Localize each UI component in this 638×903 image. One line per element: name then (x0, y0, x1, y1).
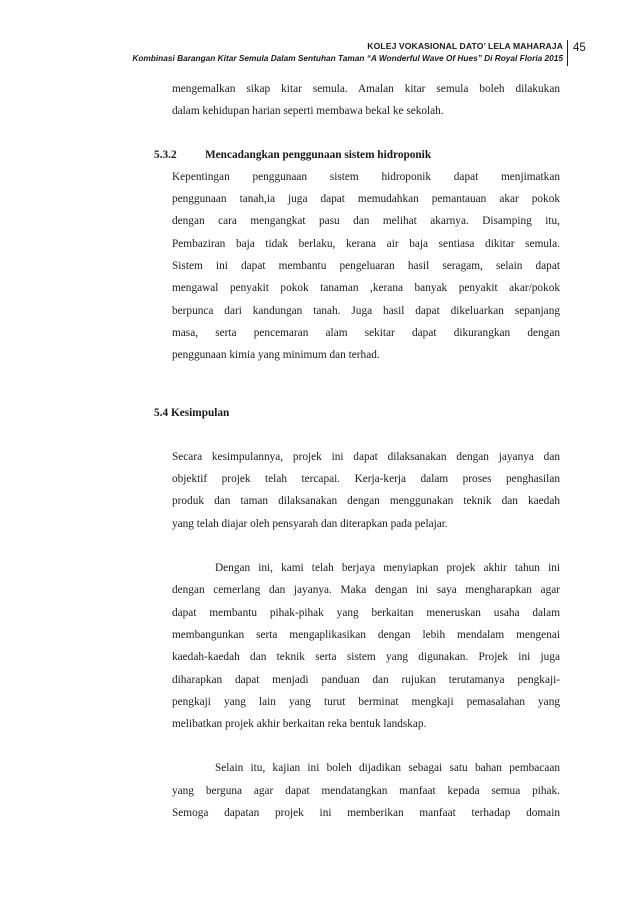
body-line: berpunca dari kandungan tanah. Juga hasil dapat dikeluarkan sepanjang (172, 304, 560, 317)
body-line: objektif projek telah tercapai. Kerja-kerja dalam proses penghasilan (172, 473, 560, 486)
section-number: 5.3.2 (154, 148, 177, 161)
body-line: penggunaan tanah,ia juga dapat memudahkan pemantauan akar pokok (172, 193, 560, 206)
body-line: melibatkan projek akhir berkaitan reka bentuk landskap. (172, 718, 427, 731)
body-line: mengawal penyakit pokok tanaman ,kerana banyak penyakit akar/pokok (172, 282, 560, 295)
body-line: Pembaziran baja tidak berlaku, kerana air baja sentiasa dikitar semula. (172, 237, 560, 250)
body-line: Sistem ini dapat membantu pengeluaran hasil seragam, selain dapat (172, 260, 560, 273)
body-line: Dengan ini, kami telah berjaya menyiapkan projek akhir tahun ini (215, 562, 560, 575)
paragraph-hidroponik (172, 166, 560, 367)
paragraph-kesimpulan-1 (172, 446, 560, 535)
body-line: membangunkan serta mengaplikasikan dengan lebih mendalam mengenai (172, 628, 560, 641)
body-line: mengemalkan sikap kitar semula. Amalan kitar semula boleh dilakukan (172, 83, 560, 95)
page-header (0, 40, 638, 70)
project-title: Kombinasi Barangan Kitar Semula Dalam Sentuhan Taman “A Wonderful Wave Of Hues” Di Royal Floria 2015 (132, 53, 563, 63)
body-line: yang berguna agar dapat mendatangkan manfaat kepada semua pihak. (172, 784, 560, 797)
institution-name: KOLEJ VOKASIONAL DATO’ LELA MAHARAJA (367, 41, 563, 51)
body-line: masa, serta pencemaran alam sekitar dapat dikurangkan dengan (172, 326, 560, 339)
body-line: diharapkan dapat menjadi panduan dan rujukan terutamanya pengkaji- (172, 673, 560, 686)
page-body (154, 78, 560, 824)
section-heading-5-4: 5.4 Kesimpulan (154, 406, 230, 419)
body-line: kaedah-kaedah dan teknik serta sistem yang digunakan. Projek ini juga (172, 651, 560, 664)
section-title: Mencadangkan penggunaan sistem hidroponik (205, 148, 432, 161)
body-line: Kepentingan penggunaan sistem hidroponik dapat menjimatkan (172, 170, 560, 183)
body-line: pengkaji yang lain yang turut berminat mengkaji pemasalahan yang (172, 695, 560, 708)
paragraph-kesimpulan-2 (172, 557, 560, 735)
body-line: produk dan taman dilaksanakan dengan menggunakan teknik dan kaedah (172, 495, 560, 508)
body-line: dengan cara mengangkat pasu dan melihat akarnya. Disamping itu, (172, 215, 560, 228)
body-line: Secara kesimpulannya, projek ini dapat dilaksanakan dengan jayanya dan (172, 450, 560, 463)
page-number: 45 (573, 42, 586, 54)
paragraph-kesimpulan-3 (172, 757, 560, 824)
body-line: Semoga dapatan projek ini memberikan manfaat terhadap domain (172, 807, 560, 820)
body-line: dalam kehidupan harian seperti membawa bekal ke sekolah. (172, 105, 444, 118)
body-line: Selain itu, kajian ini boleh dijadikan sebagai satu bahan pembacaan (215, 762, 560, 775)
body-line: penggunaan kimia yang minimum dan terhad. (172, 349, 380, 362)
section-heading-5-3-2 (154, 144, 560, 166)
body-line: dapat membantu pihak-pihak yang berkaitan meneruskan usaha dalam (172, 606, 560, 619)
body-line: yang telah diajar oleh pensyarah dan diterapkan pada pelajar. (172, 517, 448, 530)
body-line: dengan cemerlang dan jayanya. Maka dengan ini saya mengharapkan agar (172, 584, 560, 597)
header-divider (567, 40, 568, 66)
